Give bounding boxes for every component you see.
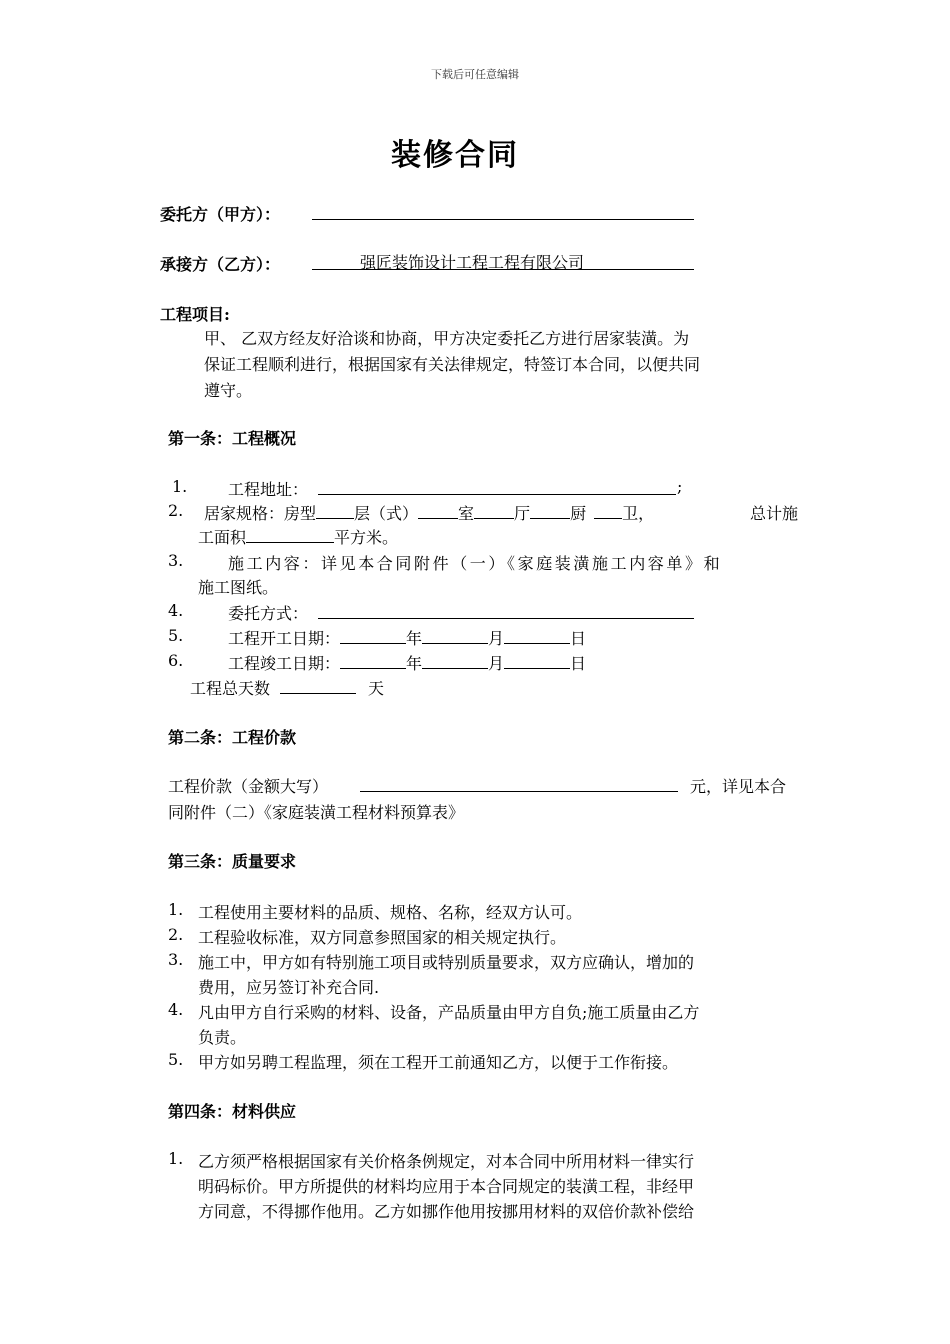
a1-item-2-line2: 工面积 平方米。: [198, 528, 399, 547]
start-month-blank[interactable]: [422, 629, 488, 644]
bath-blank[interactable]: [594, 504, 622, 519]
a3-item-4-line-2: 负责。: [198, 1028, 247, 1047]
start-day-blank[interactable]: [504, 629, 570, 644]
a1-item-3-line2: 施工图纸。: [198, 578, 279, 597]
a3-item-5-line-1: 甲方如另聘工程监理，须在工程开工前通知乙方，以便于工作衔接。: [198, 1053, 679, 1072]
room-blank[interactable]: [418, 504, 458, 519]
a1-item-2-num: 2.: [168, 501, 184, 520]
header-note: 下载后可任意编辑: [431, 68, 519, 81]
a3-item-1-num: 1.: [168, 900, 184, 919]
area-blank[interactable]: [246, 528, 334, 543]
floor-blank[interactable]: [316, 504, 354, 519]
price-field[interactable]: [360, 791, 678, 792]
a3-item-4-line-1: 凡由甲方自行采购的材料、设备，产品质量由甲方自负;施工质量由乙方: [198, 1003, 700, 1022]
end-day-blank[interactable]: [504, 654, 570, 669]
a1-item-1-end: ;: [677, 477, 683, 496]
a4-item-1-line-3: 方同意，不得挪作他用。乙方如挪作他用按挪用材料的双倍价款补偿给: [198, 1202, 695, 1221]
a3-item-2-num: 2.: [168, 925, 184, 944]
a3-item-5-num: 5.: [168, 1050, 184, 1069]
client-field[interactable]: [312, 219, 694, 220]
a1-item-6-text: 工程竣工日期： 年 月 日: [228, 654, 587, 673]
a1-item-4-text: 委托方式：: [228, 604, 309, 623]
total-days-row: 工程总天数 天: [190, 679, 385, 698]
project-line-3: 遵守。: [204, 381, 253, 400]
contractor-label: 承接方（乙方）：: [160, 255, 281, 274]
a3-item-2-line-1: 工程验收标准，双方同意参照国家的相关规定执行。: [198, 928, 567, 947]
a1-item-2-tail: 总计施: [750, 504, 799, 523]
a4-item-1-line-2: 明码标价。甲方所提供的材料均应用于本合同规定的装潢工程，非经甲: [198, 1177, 695, 1196]
article-4-heading: 第四条：材料供应: [168, 1102, 297, 1121]
project-line-2: 保证工程顺利进行，根据国家有关法律规定，特签订本合同，以便共同: [204, 355, 701, 374]
start-year-blank[interactable]: [340, 629, 406, 644]
a3-item-4-num: 4.: [168, 1000, 184, 1019]
a1-item-5-num: 5.: [168, 626, 184, 645]
a1-item-1-num: 1.: [172, 477, 188, 496]
address-field[interactable]: [318, 494, 676, 495]
a2-line-1b: 元，详见本合: [690, 777, 787, 796]
a1-item-6-num: 6.: [168, 651, 184, 670]
end-month-blank[interactable]: [422, 654, 488, 669]
a1-item-1-text: 工程地址：: [228, 480, 309, 499]
contractor-value: 强匠装饰设计工程工程有限公司: [360, 253, 585, 272]
hall-blank[interactable]: [474, 504, 514, 519]
end-year-blank[interactable]: [340, 654, 406, 669]
a1-item-3-num: 3.: [168, 551, 184, 570]
a2-line-2: 同附件（二）《家庭装潢工程材料预算表》: [168, 803, 465, 822]
article-2-heading: 第二条：工程价款: [168, 728, 297, 747]
a1-item-3-text: 施工内容：详见本合同附件（一）《家庭装潢施工内容单》和: [228, 554, 723, 573]
a3-item-1-line-1: 工程使用主要材料的品质、规格、名称，经双方认可。: [198, 903, 583, 922]
total-days-blank[interactable]: [280, 679, 356, 694]
kitchen-blank[interactable]: [530, 504, 570, 519]
project-heading: 工程项目:: [160, 305, 230, 324]
a3-item-3-line-2: 费用，应另签订补充合同.: [198, 978, 380, 997]
project-line-1: 甲、 乙双方经友好洽谈和协商，甲方决定委托乙方进行居家装潢。为: [204, 329, 690, 348]
document-title: 装修合同: [391, 138, 519, 173]
a1-item-4-num: 4.: [168, 601, 184, 620]
a1-item-5-text: 工程开工日期： 年 月 日: [228, 629, 587, 648]
a2-line-1a: 工程价款（金额大写）: [168, 777, 329, 796]
a3-item-3-line-1: 施工中，甲方如有特别施工项目或特别质量要求，双方应确认，增加的: [198, 953, 695, 972]
article-1-heading: 第一条：工程概况: [168, 429, 297, 448]
client-label: 委托方（甲方）：: [160, 205, 281, 224]
a1-item-2-text: 居家规格：房型 层（式） 室 厅 厨 卫，: [204, 504, 655, 523]
article-3-heading: 第三条：质量要求: [168, 852, 297, 871]
commission-method-field[interactable]: [318, 618, 694, 619]
a3-item-3-num: 3.: [168, 950, 184, 969]
a4-item-1-line-1: 乙方须严格根据国家有关价格条例规定，对本合同中所用材料一律实行: [198, 1152, 695, 1171]
a4-item-1-num: 1.: [168, 1149, 184, 1168]
